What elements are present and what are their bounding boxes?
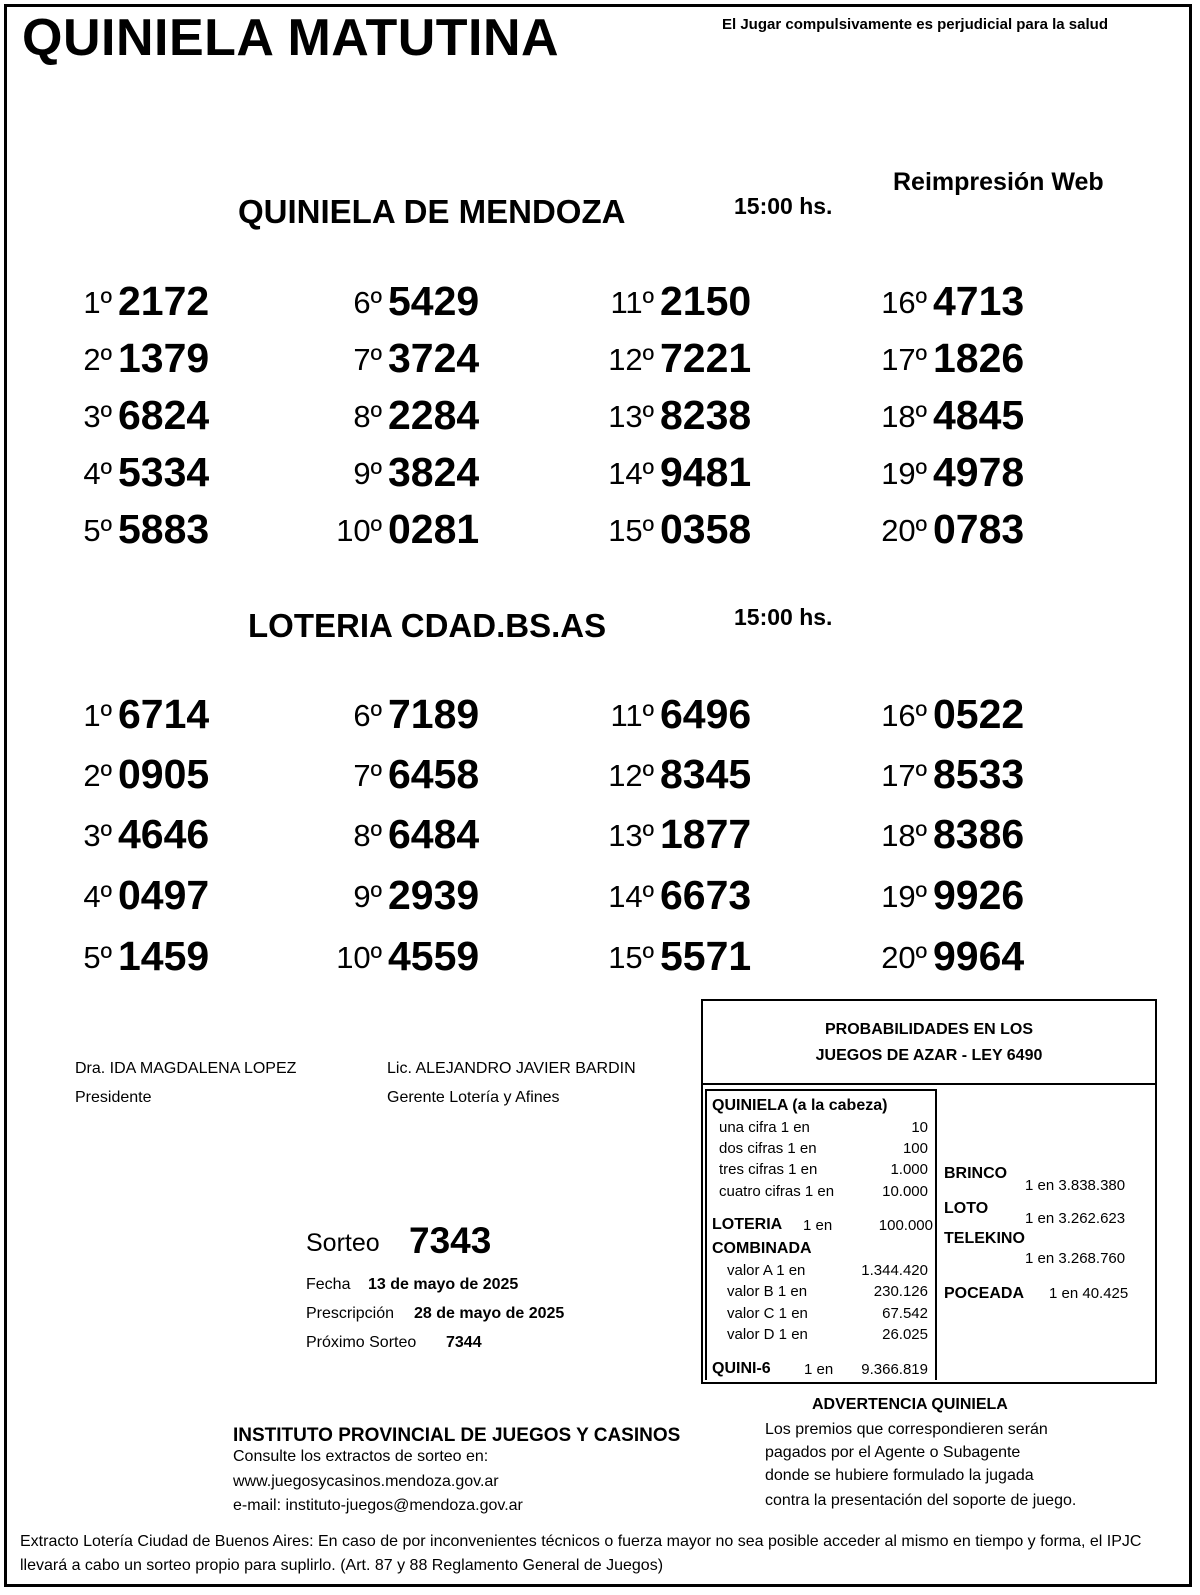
draw-result [845,750,1045,800]
telekino-prob-value: 1 en 3.268.760 [1025,1250,1126,1267]
draw-position: 1º [83,285,112,320]
proximo-value: 7344 [446,1334,482,1351]
signature-name-2: Lic. ALEJANDRO JAVIER BARDIN [387,1060,636,1077]
draw-result [30,391,230,441]
draw-result [30,277,230,327]
draw-position: 2º [83,758,112,793]
draw-number: 4978 [933,449,1025,495]
combinada-prob-row-label: valor C 1 en [727,1305,808,1322]
section-time-bsas: 15:00 hs. [734,604,833,630]
footer-note: Extracto Lotería Ciudad de Buenos Aires: En caso de por inconvenientes técnicos o fuerza mayor no sea posible acceder al mismo en tiempo y forma, el IPJC llevará a cabo un sorteo propio para suplirlo. (Art. 87 y 88 Reglamento General de Juegos) [20,1533,1142,1574]
loto-prob-label: LOTO [944,1200,989,1217]
draw-result [30,932,230,982]
draw-position: 3º [83,399,112,434]
draw-position: 8º [353,399,382,434]
draw-result [30,448,230,498]
quiniela-prob-row-value: 10 [911,1119,928,1136]
draw-result [572,750,772,800]
probabilities-title-1: PROBABILIDADES EN LOS [824,1021,1033,1038]
draw-number: 3724 [388,335,480,381]
quini6-prob-label: QUINI-6 [712,1360,771,1377]
draw-result [300,810,500,860]
draw-position: 10º [336,940,382,975]
signature-role-2: Gerente Lotería y Afines [387,1089,560,1106]
draw-number: 5429 [388,278,480,324]
draw-number: 6714 [118,691,210,737]
draw-number: 2172 [118,278,210,324]
draw-position: 1º [83,698,112,733]
draw-result [845,391,1045,441]
draw-number: 7189 [388,691,480,737]
draw-result [845,871,1045,921]
brinco-prob-label: BRINCO [944,1165,1008,1182]
draw-result [572,391,772,441]
draw-result [30,334,230,384]
draw-number: 4559 [388,933,480,979]
draw-position: 6º [353,698,382,733]
fecha-label: Fecha [306,1276,351,1293]
prescripcion-label: Prescripción [306,1305,395,1322]
draw-number: 5571 [660,933,752,979]
institute-title: INSTITUTO PROVINCIAL DE JUEGOS Y CASINOS [233,1425,681,1446]
draw-result [572,277,772,327]
draw-position: 17º [881,758,927,793]
draw-result [300,505,500,555]
institute-email: e-mail: instituto-juegos@mendoza.gov.ar [233,1497,523,1514]
draw-position: 4º [83,456,112,491]
quiniela-prob-row-value: 10.000 [882,1183,928,1200]
combinada-prob-row-value: 67.542 [882,1305,928,1322]
draw-result [572,448,772,498]
poceada-prob-label: POCEADA [944,1285,1025,1302]
sorteo-number: 7343 [409,1220,492,1261]
loteria-prob-label: LOTERIA [712,1216,783,1233]
section-title-mendoza: QUINIELA DE MENDOZA [238,193,626,230]
proximo-label: Próximo Sorteo [306,1334,417,1351]
draw-position: 16º [881,285,927,320]
sorteo-label: Sorteo [306,1229,380,1257]
draw-number: 4845 [933,392,1025,438]
quiniela-prob-row-value: 1.000 [890,1161,928,1178]
advertencia-line-1: Los premios que correspondieren serán [765,1421,1048,1438]
draw-position: 15º [608,513,654,548]
quiniela-prob-label: QUINIELA (a la cabeza) [712,1097,888,1114]
draw-result [845,810,1045,860]
draw-position: 2º [83,342,112,377]
draw-position: 9º [353,456,382,491]
draw-result [30,810,230,860]
probabilities-header [701,999,1157,1085]
signature-name-1: Dra. IDA MAGDALENA LOPEZ [75,1060,297,1077]
draw-number: 1379 [118,335,210,381]
advertencia-title: ADVERTENCIA QUINIELA [812,1396,1008,1413]
draw-result [845,932,1045,982]
draw-result [845,277,1045,327]
health-warning: El Jugar compulsivamente es perjudicial para la salud [722,16,1108,33]
telekino-prob-label: TELEKINO [944,1230,1025,1247]
draw-number: 0497 [118,872,210,918]
combinada-prob-label: COMBINADA [712,1240,812,1257]
poceada-prob-value: 1 en 40.425 [1049,1285,1129,1302]
section-time-mendoza: 15:00 hs. [734,193,833,219]
advertencia-line-2: pagados por el Agente o Subagente [765,1444,1021,1461]
draw-number: 6484 [388,811,480,857]
draw-result [300,690,500,740]
advertencia-line-3: donde se hubiere formulado la jugada [765,1467,1034,1484]
draw-result [300,750,500,800]
draw-position: 8º [353,818,382,853]
draw-result [572,690,772,740]
draw-result [845,505,1045,555]
draw-number: 8386 [933,811,1025,857]
draw-number: 1459 [118,933,210,979]
draw-result [572,505,772,555]
brinco-prob-value: 1 en 3.838.380 [1025,1177,1126,1194]
draw-number: 0358 [660,506,752,552]
draw-number: 8533 [933,751,1025,797]
loteria-prob-text: 1 en [803,1217,833,1234]
draw-position: 7º [353,758,382,793]
draw-number: 6824 [118,392,210,438]
draw-position: 4º [83,879,112,914]
loto-prob-value: 1 en 3.262.623 [1025,1210,1126,1227]
draw-number: 8238 [660,392,752,438]
draw-result [300,932,500,982]
fecha-value: 13 de mayo de 2025 [368,1276,519,1293]
draw-result [845,334,1045,384]
draw-number: 9926 [933,872,1025,918]
draw-result [300,277,500,327]
draw-result [572,871,772,921]
draw-number: 6673 [660,872,752,918]
draw-position: 11º [610,698,654,733]
draw-position: 12º [608,342,654,377]
draw-number: 3824 [388,449,480,495]
advertencia-line-4: contra la presentación del soporte de juego. [765,1492,1077,1509]
draw-position: 20º [881,513,927,548]
draw-result [300,448,500,498]
draw-position: 19º [881,879,927,914]
draw-position: 6º [353,285,382,320]
quini6-prob-text: 1 en [804,1361,834,1378]
draw-number: 4713 [933,278,1025,324]
combinada-prob-row-value: 26.025 [882,1326,928,1343]
draw-result [572,810,772,860]
draw-position: 15º [608,940,654,975]
institute-line-1: Consulte los extractos de sorteo en: [233,1448,489,1465]
draw-result [30,750,230,800]
section-title-bsas: LOTERIA CDAD.BS.AS [248,607,607,644]
quiniela-prob-row-label: una cifra 1 en [719,1119,810,1136]
draw-position: 18º [881,818,927,853]
draw-result [845,690,1045,740]
combinada-prob-row-value: 230.126 [873,1283,928,1300]
draw-result [845,448,1045,498]
draw-position: 20º [881,940,927,975]
draw-result [300,334,500,384]
draw-position: 12º [608,758,654,793]
loteria-prob-value: 100.000 [878,1217,933,1234]
draw-position: 18º [881,399,927,434]
draw-number: 1877 [660,811,752,857]
draw-position: 13º [608,399,654,434]
prescripcion-value: 28 de mayo de 2025 [414,1305,565,1322]
draw-position: 17º [881,342,927,377]
draw-result [572,932,772,982]
draw-number: 4646 [118,811,210,857]
draw-result [572,334,772,384]
draw-result [300,391,500,441]
combinada-prob-row-value: 1.344.420 [861,1262,928,1279]
draw-number: 0905 [118,751,210,797]
draw-number: 5883 [118,506,210,552]
draw-position: 16º [881,698,927,733]
draw-position: 5º [83,940,112,975]
draw-result [30,690,230,740]
draw-number: 9481 [660,449,752,495]
draw-number: 0522 [933,691,1025,737]
quiniela-prob-row-label: tres cifras 1 en [719,1161,818,1178]
draw-number: 8345 [660,751,752,797]
combinada-prob-row-label: valor A 1 en [727,1262,806,1279]
draw-number: 0281 [388,506,480,552]
draw-number: 1826 [933,335,1025,381]
draw-number: 6496 [660,691,752,737]
draw-number: 5334 [118,449,210,495]
draw-position: 14º [608,879,654,914]
draw-number: 7221 [660,335,752,381]
draw-number: 2939 [388,872,480,918]
draw-number: 9964 [933,933,1025,979]
combinada-prob-row-label: valor D 1 en [727,1326,808,1343]
quiniela-prob-row-value: 100 [902,1140,928,1157]
quiniela-prob-row-label: cuatro cifras 1 en [719,1183,835,1200]
draw-number: 6458 [388,751,480,797]
draw-position: 14º [608,456,654,491]
draw-number: 0783 [933,506,1025,552]
draw-position: 7º [353,342,382,377]
draw-position: 13º [608,818,654,853]
quini6-prob-value: 9.366.819 [861,1361,928,1378]
probabilities-title-2: JUEGOS DE AZAR - LEY 6490 [815,1047,1043,1064]
draw-position: 11º [610,285,654,320]
quiniela-prob-row-label: dos cifras 1 en [719,1140,817,1157]
draw-number: 2150 [660,278,752,324]
institute-website: www.juegosycasinos.mendoza.gov.ar [233,1473,499,1490]
draw-result [30,505,230,555]
page-title: QUINIELA MATUTINA [22,9,560,67]
draw-position: 5º [83,513,112,548]
signature-role-1: Presidente [75,1089,152,1106]
draw-position: 3º [83,818,112,853]
draw-position: 9º [353,879,382,914]
draw-result [30,871,230,921]
combinada-prob-row-label: valor B 1 en [727,1283,808,1300]
draw-position: 19º [881,456,927,491]
draw-number: 2284 [388,392,480,438]
draw-position: 10º [336,513,382,548]
draw-result [300,871,500,921]
reprint-label: Reimpresión Web [893,168,1104,196]
